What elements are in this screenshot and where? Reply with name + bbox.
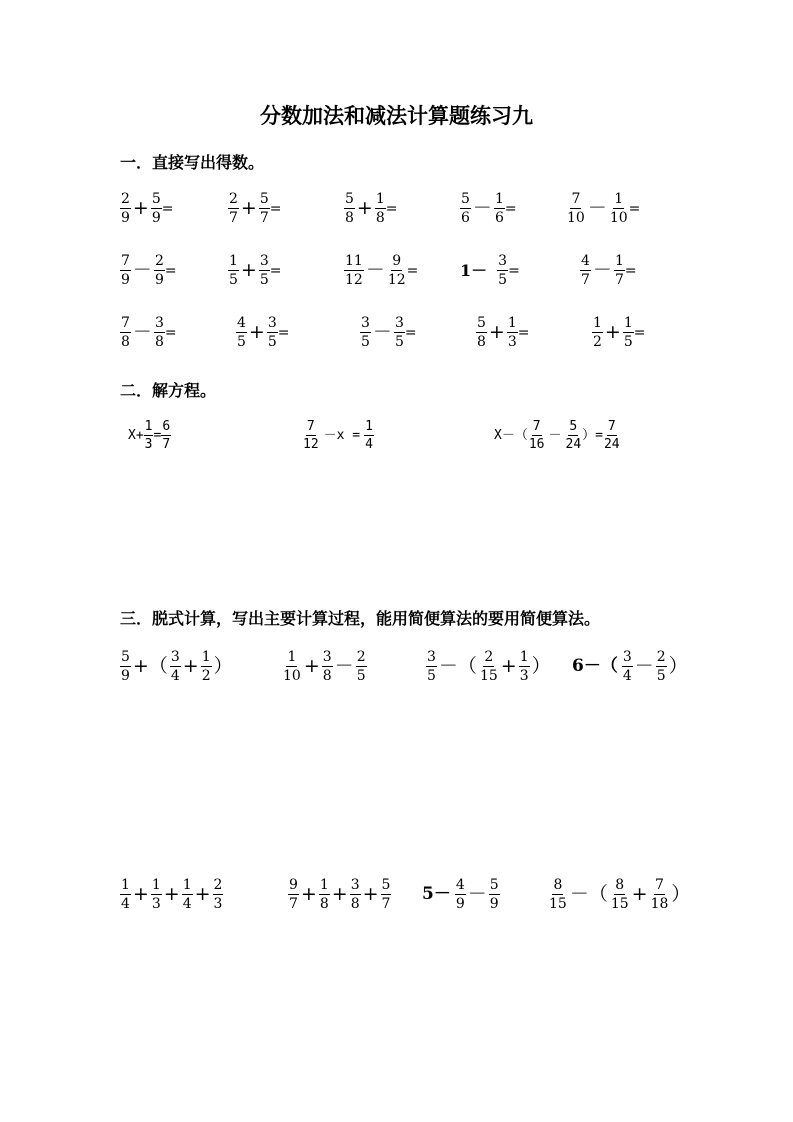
whole-number-minus: 1－: [460, 260, 488, 280]
operator: +: [356, 197, 373, 219]
numerator: 1: [614, 253, 624, 269]
numerator: 2: [656, 649, 666, 665]
equals-sign: =: [277, 324, 290, 341]
oral-problem: [580, 254, 637, 287]
numerator: 3: [170, 649, 180, 665]
numerator: 8: [615, 877, 625, 893]
numerator: 1: [519, 649, 529, 665]
numerator: 4: [237, 315, 246, 331]
numerator: 5: [259, 191, 269, 207]
calc-problem: [120, 650, 235, 683]
close-paren: ）: [668, 655, 688, 677]
numerator: 1: [151, 877, 161, 893]
denominator: 9: [121, 668, 130, 684]
fraction: [151, 192, 162, 225]
numerator: 5: [381, 877, 391, 893]
denominator: 12: [345, 272, 363, 288]
oral-problem: [344, 254, 418, 287]
denominator: 8: [121, 334, 130, 350]
denominator: 15: [479, 668, 498, 684]
equals-sign: =: [164, 324, 177, 341]
denominator: 3: [213, 896, 223, 912]
operator: +: [240, 197, 257, 219]
operator: +: [194, 883, 211, 905]
fraction: [161, 420, 171, 451]
denominator: 7: [289, 896, 298, 912]
operator: +: [132, 883, 149, 905]
numerator: 7: [121, 253, 130, 269]
fraction: [614, 254, 625, 287]
denominator: 4: [365, 437, 373, 452]
calc-problem: [120, 878, 223, 911]
oral-problem: [120, 254, 177, 287]
equals-sign: =: [406, 262, 419, 279]
fraction: [381, 878, 392, 911]
numerator: 5: [489, 877, 499, 893]
fraction: [622, 650, 633, 683]
operator: +: [500, 655, 517, 677]
numerator: 3: [622, 649, 632, 665]
fraction: [656, 650, 667, 683]
fraction: [228, 254, 239, 287]
denominator: 8: [154, 334, 164, 350]
section-3-heading: 三．脱式计算，写出主要计算过程，能用简便算法的要用简便算法。: [120, 609, 601, 628]
fraction: [213, 878, 224, 911]
denominator: 9: [151, 210, 161, 226]
oral-problem: [476, 316, 530, 349]
equals-sign: =: [269, 200, 282, 217]
numerator: 2: [484, 649, 494, 665]
equals-sign: =: [269, 262, 282, 279]
fraction: [592, 316, 603, 349]
denominator: 5: [267, 334, 277, 350]
numerator: 3: [361, 315, 370, 331]
fraction: [387, 254, 407, 287]
denominator: 2: [593, 334, 602, 350]
numerator: 3: [498, 253, 508, 269]
operator: +（: [132, 655, 168, 677]
fraction: [259, 254, 270, 287]
fraction: [650, 878, 670, 911]
denominator: 24: [603, 437, 620, 452]
operator: +: [300, 883, 317, 905]
fraction: [460, 192, 471, 225]
fraction: [120, 316, 131, 349]
operator: －: [365, 259, 385, 281]
operator: －（: [569, 883, 608, 905]
numerator: 3: [350, 877, 360, 893]
operator: +: [182, 655, 199, 677]
numerator: 1: [144, 419, 153, 434]
denominator: 4: [182, 896, 192, 912]
numerator: 4: [455, 877, 465, 893]
numerator: 3: [154, 315, 164, 331]
oral-problem: [228, 254, 282, 287]
equals-sign: =: [517, 324, 530, 341]
fraction: [528, 420, 546, 451]
denominator: 4: [121, 896, 130, 912]
calc-problem: [426, 650, 553, 683]
fraction: [267, 316, 278, 349]
section-1-heading: 一．直接写出得数。: [120, 153, 265, 172]
operator: －: [472, 197, 492, 219]
calc-problem: [288, 878, 391, 911]
numerator: 6: [162, 419, 171, 434]
numerator: 7: [655, 877, 664, 893]
fraction: [151, 878, 162, 911]
operator: +: [604, 321, 621, 343]
numerator: 2: [229, 191, 238, 207]
denominator: 3: [519, 668, 529, 684]
operator: －: [372, 321, 392, 343]
numerator: 2: [213, 877, 223, 893]
whole-number-minus: 5－: [422, 884, 451, 904]
denominator: 8: [322, 668, 332, 684]
numerator: 9: [289, 877, 298, 893]
numerator: 1: [121, 877, 130, 893]
oral-problem: [344, 192, 398, 225]
numerator: 8: [553, 877, 563, 893]
denominator: 9: [121, 272, 130, 288]
denominator: 18: [650, 896, 669, 912]
whole-number-minus-paren: 6－（: [572, 656, 618, 676]
minus-x-equals: －x =: [323, 428, 361, 443]
operator: －: [587, 197, 607, 219]
numerator: 1: [623, 315, 633, 331]
fraction: [494, 192, 505, 225]
operator: +: [362, 883, 379, 905]
calc-problem: [572, 650, 690, 683]
fraction: [182, 878, 193, 911]
denominator: 9: [489, 896, 499, 912]
close-paren: ）: [531, 655, 551, 677]
fraction: [154, 254, 165, 287]
numerator: 1: [365, 419, 373, 434]
fraction: [282, 650, 302, 683]
page-title: 分数加法和减法计算题练习九: [260, 104, 533, 128]
operator: +: [488, 321, 505, 343]
numerator: 1: [494, 191, 504, 207]
fraction: [120, 192, 131, 225]
denominator: 8: [350, 896, 360, 912]
numerator: 9: [392, 253, 402, 269]
numerator: 3: [427, 649, 436, 665]
close-paren: ）: [213, 655, 233, 677]
operator: －: [132, 259, 152, 281]
denominator: 5: [498, 272, 508, 288]
denominator: 4: [622, 668, 632, 684]
numerator: 2: [121, 191, 130, 207]
numerator: 1: [593, 315, 602, 331]
denominator: 5: [356, 668, 366, 684]
fraction: [170, 650, 181, 683]
denominator: 5: [237, 334, 246, 350]
oral-problem: [360, 316, 417, 349]
fraction: [322, 650, 333, 683]
numerator: 3: [394, 315, 404, 331]
fraction: [120, 254, 131, 287]
denominator: 5: [229, 272, 238, 288]
denominator: 10: [567, 210, 585, 226]
fraction: [476, 316, 487, 349]
denominator: 7: [259, 210, 269, 226]
denominator: 5: [427, 668, 436, 684]
operator: +: [132, 197, 149, 219]
fraction: [426, 650, 437, 683]
numerator: 5: [477, 315, 486, 331]
numerator: 7: [306, 419, 315, 434]
equals-sign: =: [385, 200, 398, 217]
fraction: [344, 254, 364, 287]
denominator: 7: [614, 272, 624, 288]
equals-sign: =: [153, 428, 162, 443]
fraction: [288, 878, 299, 911]
close-paren: ）: [671, 883, 691, 905]
fraction: [519, 650, 530, 683]
operator: +: [303, 655, 320, 677]
denominator: 5: [656, 668, 666, 684]
numerator: 2: [356, 649, 366, 665]
equals-sign: =: [624, 262, 637, 279]
operator: +: [331, 883, 348, 905]
oral-problem: [120, 316, 177, 349]
fraction: [360, 316, 371, 349]
denominator: 7: [229, 210, 238, 226]
denominator: 10: [283, 668, 301, 684]
fraction: [489, 878, 500, 911]
denominator: 7: [162, 437, 171, 452]
numerator: 1: [182, 877, 192, 893]
denominator: 15: [549, 896, 567, 912]
oral-problem: [236, 316, 290, 349]
denominator: 5: [259, 272, 269, 288]
denominator: 12: [387, 272, 406, 288]
fraction: [497, 254, 508, 287]
denominator: 8: [477, 334, 486, 350]
numerator: 3: [322, 649, 332, 665]
fraction: [375, 192, 386, 225]
fraction: [565, 420, 583, 451]
close-paren-equals: ）=: [582, 428, 603, 443]
calc-problem: [282, 650, 367, 683]
operator: －: [548, 428, 562, 443]
equation-problem: [494, 420, 621, 451]
fraction: [120, 650, 131, 683]
operator: +: [240, 259, 257, 281]
denominator: 8: [345, 210, 354, 226]
variable-plus: X+: [128, 428, 144, 443]
fraction: [609, 192, 629, 225]
oral-problem: [228, 192, 282, 225]
denominator: 3: [151, 896, 161, 912]
calc-problem: [422, 878, 500, 911]
operator: －: [467, 883, 487, 905]
fraction: [364, 420, 374, 451]
numerator: 5: [151, 191, 161, 207]
fraction: [548, 878, 568, 911]
numerator: 1: [375, 191, 385, 207]
oral-problem: [566, 192, 640, 225]
operator: +: [631, 883, 648, 905]
equals-sign: =: [161, 200, 174, 217]
variable-minus-paren: X－（: [494, 428, 528, 443]
equals-sign: =: [508, 262, 520, 279]
fraction: [479, 650, 499, 683]
fraction: [610, 878, 630, 911]
numerator: 7: [121, 315, 130, 331]
denominator: 8: [375, 210, 385, 226]
numerator: 1: [201, 649, 211, 665]
numerator: 5: [345, 191, 354, 207]
denominator: 3: [144, 437, 153, 452]
fraction: [580, 254, 591, 287]
fraction: [236, 316, 247, 349]
operator: －: [592, 259, 612, 281]
numerator: 5: [121, 649, 130, 665]
numerator: 1: [507, 315, 517, 331]
numerator: 2: [154, 253, 164, 269]
fraction: [603, 420, 621, 451]
fraction: [302, 420, 320, 451]
numerator: 1: [229, 253, 238, 269]
denominator: 16: [528, 437, 545, 452]
equals-sign: =: [404, 324, 417, 341]
fraction: [507, 316, 518, 349]
denominator: 7: [581, 272, 590, 288]
operator: －（: [438, 655, 477, 677]
denominator: 9: [455, 896, 465, 912]
denominator: 7: [381, 896, 391, 912]
fraction: [455, 878, 466, 911]
equals-sign: =: [164, 262, 177, 279]
numerator: 11: [345, 253, 363, 269]
denominator: 5: [623, 334, 633, 350]
fraction: [394, 316, 405, 349]
fraction: [154, 316, 165, 349]
numerator: 7: [571, 191, 581, 207]
operator: －: [334, 655, 354, 677]
fraction: [144, 420, 154, 451]
numerator: 1: [287, 649, 297, 665]
operator: －: [132, 321, 152, 343]
denominator: 5: [361, 334, 370, 350]
numerator: 5: [569, 419, 578, 434]
denominator: 4: [170, 668, 180, 684]
oral-problem: [592, 316, 646, 349]
fraction: [566, 192, 586, 225]
fraction: [228, 192, 239, 225]
denominator: 9: [154, 272, 164, 288]
fraction: [120, 878, 131, 911]
numerator: 5: [461, 191, 470, 207]
equals-sign: =: [628, 200, 641, 217]
calc-problem: [548, 878, 692, 911]
numerator: 3: [259, 253, 269, 269]
denominator: 12: [303, 437, 319, 452]
operator: －: [634, 655, 654, 677]
fraction: [623, 316, 634, 349]
oral-problem: [120, 192, 174, 225]
equals-sign: =: [633, 324, 646, 341]
fraction: [356, 650, 367, 683]
numerator: 3: [267, 315, 277, 331]
operator: +: [248, 321, 265, 343]
denominator: 2: [201, 668, 211, 684]
denominator: 6: [461, 210, 470, 226]
denominator: 9: [121, 210, 130, 226]
oral-problem: [460, 192, 517, 225]
fraction: [259, 192, 270, 225]
fraction: [350, 878, 361, 911]
denominator: 5: [394, 334, 404, 350]
numerator: 1: [319, 877, 329, 893]
equals-sign: =: [504, 200, 517, 217]
numerator: 1: [614, 191, 624, 207]
section-2-heading: 二．解方程。: [120, 381, 217, 400]
equation-problem: [302, 420, 374, 451]
equation-problem: [128, 420, 171, 451]
denominator: 8: [319, 896, 329, 912]
denominator: 24: [565, 437, 582, 452]
fraction: [319, 878, 330, 911]
fraction: [344, 192, 355, 225]
fraction: [201, 650, 212, 683]
oral-problem: [460, 254, 520, 287]
numerator: 7: [607, 419, 616, 434]
numerator: 4: [581, 253, 590, 269]
numerator: 7: [532, 419, 541, 434]
denominator: 6: [494, 210, 504, 226]
denominator: 3: [507, 334, 517, 350]
denominator: 10: [609, 210, 628, 226]
denominator: 15: [610, 896, 629, 912]
operator: +: [163, 883, 180, 905]
